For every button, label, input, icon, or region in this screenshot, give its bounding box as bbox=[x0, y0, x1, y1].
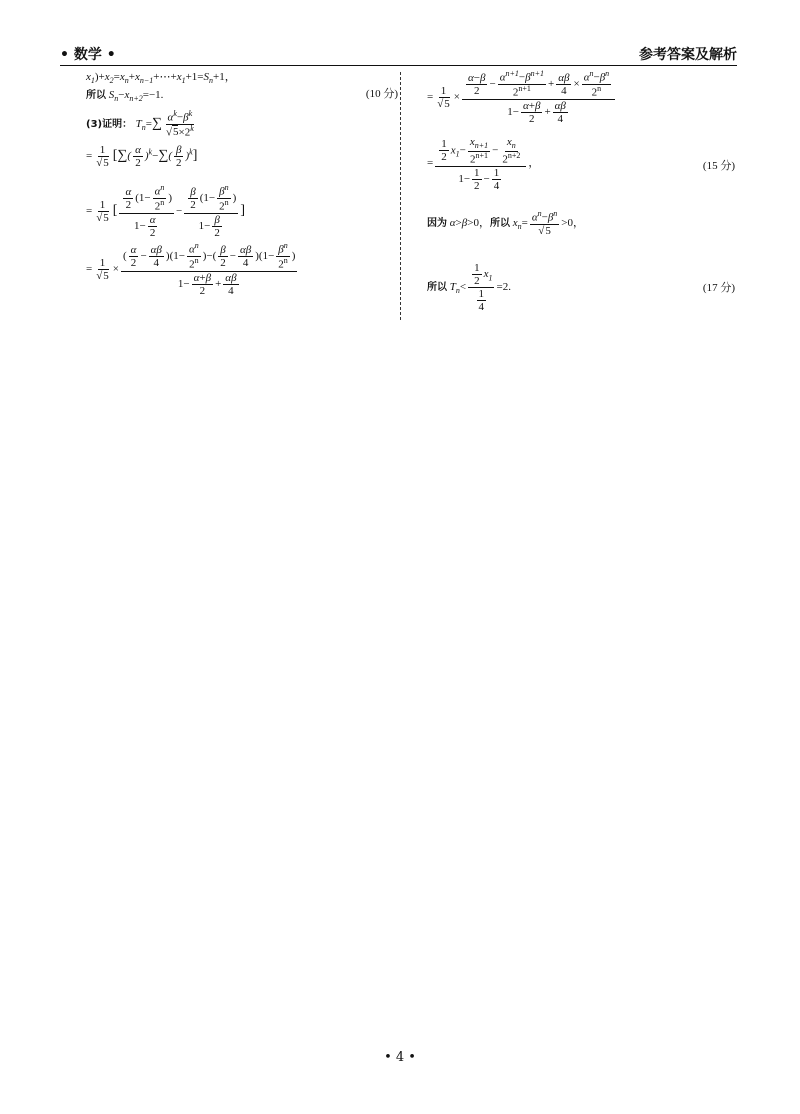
left-eq-line-1: = $\frac{1}{√5}$ [∑( $\frac{\alpha}{2}$ )$^k$−∑( $\frac{\beta}{2}$ )$^k$] bbox=[86, 144, 198, 170]
score-mark-17: (17 分) bbox=[702, 282, 735, 294]
tn-definition: $T_n=\sum$ $\frac{\alpha^k-\beta^k}{√5\times 2^k}$ bbox=[135, 109, 194, 139]
subject-label: • 数学 • bbox=[60, 47, 116, 63]
left-line-2: 所以 $S_n-x_{n+2}=-1$. bbox=[86, 89, 164, 104]
conclusion-line: 所以 $T_n<$ $\frac{1}{2}$ $x_1$ $\frac{1}{4}$ =2. bbox=[427, 262, 511, 314]
equation-line bbox=[86, 144, 396, 184]
column-divider bbox=[400, 72, 401, 320]
equation-line bbox=[86, 184, 396, 242]
equation-line bbox=[86, 88, 396, 108]
page-header bbox=[60, 44, 737, 66]
right-eq-line-2: = $\frac{1}{2}$ $x_1-$ $\frac{x_{n+1}}{2^{n+1}}$ − $\frac{x_n}{2^{n+2}}$ 1− $\frac{1}{2}$ − $\frac{1}{4}$ ， bbox=[427, 136, 540, 192]
equation-line bbox=[86, 242, 396, 302]
section-title: 参考答案及解析 bbox=[639, 47, 737, 63]
right-column bbox=[427, 70, 739, 322]
left-line-1: $x_1)+x_2=x_n+x_{n-1}+\cdots+x_1+1=S_n+1$， bbox=[86, 71, 236, 86]
equation-line bbox=[427, 70, 739, 136]
header-rule bbox=[60, 65, 737, 66]
left-eq-line-3: = $\frac{1}{√5}$ × ( $\frac{\alpha}{2}$ − $\frac{\alpha\beta}{4}$ )(1− $\frac{\alpha^n}{2^n}$ )−( $\frac{\beta}{2}$ − $\frac{\alpha\beta}{4}$ )(1− $\frac{\beta^n}{2^n}$ ) 1− $\frac{\alpha+\beta}{2}$ + $\frac{\alpha\beta}{4}$ bbox=[86, 241, 296, 297]
equation-line bbox=[427, 262, 739, 322]
equation-line bbox=[427, 210, 739, 262]
equation-line bbox=[427, 136, 739, 210]
left-column bbox=[86, 70, 396, 302]
page-number: • 4 • bbox=[384, 1050, 416, 1065]
equation-line bbox=[86, 110, 396, 144]
left-eq-line-2: = $\frac{1}{√5}$ [ $\frac{\alpha}{2}$ (1− $\frac{\alpha^n}{2^n}$ ) 1− $\frac{\alpha}{2}$ − $\frac{\beta}{2}$ (1− $\frac{\beta^n}{2^n}$ ) 1− $\frac{\beta}{2}$ ] bbox=[86, 183, 245, 239]
right-eq-line-1: = $\frac{1}{√5}$ × $\frac{\alpha-\beta}{2}$ − $\frac{\alpha^{n+1}-\beta^{n+1}}{2^{n+1}}$ + $\frac{\alpha\beta}{4}$ × $\frac{\alpha^n-\beta^n}{2^n}$ 1− $\frac{\alpha+\beta}{2}$ + $\frac{\alpha\beta}{4}$ bbox=[427, 91, 617, 103]
score-mark-15: (15 分) bbox=[702, 160, 735, 172]
score-mark-10: (10 分) bbox=[365, 88, 398, 100]
because-line: 因为 α>β>0，所以 $x_n=$ $\frac{\alpha^n-\beta^n}{√5}$ >0， bbox=[427, 209, 585, 237]
equation-line bbox=[86, 70, 396, 88]
proof-label: (3)证明： bbox=[86, 118, 133, 130]
